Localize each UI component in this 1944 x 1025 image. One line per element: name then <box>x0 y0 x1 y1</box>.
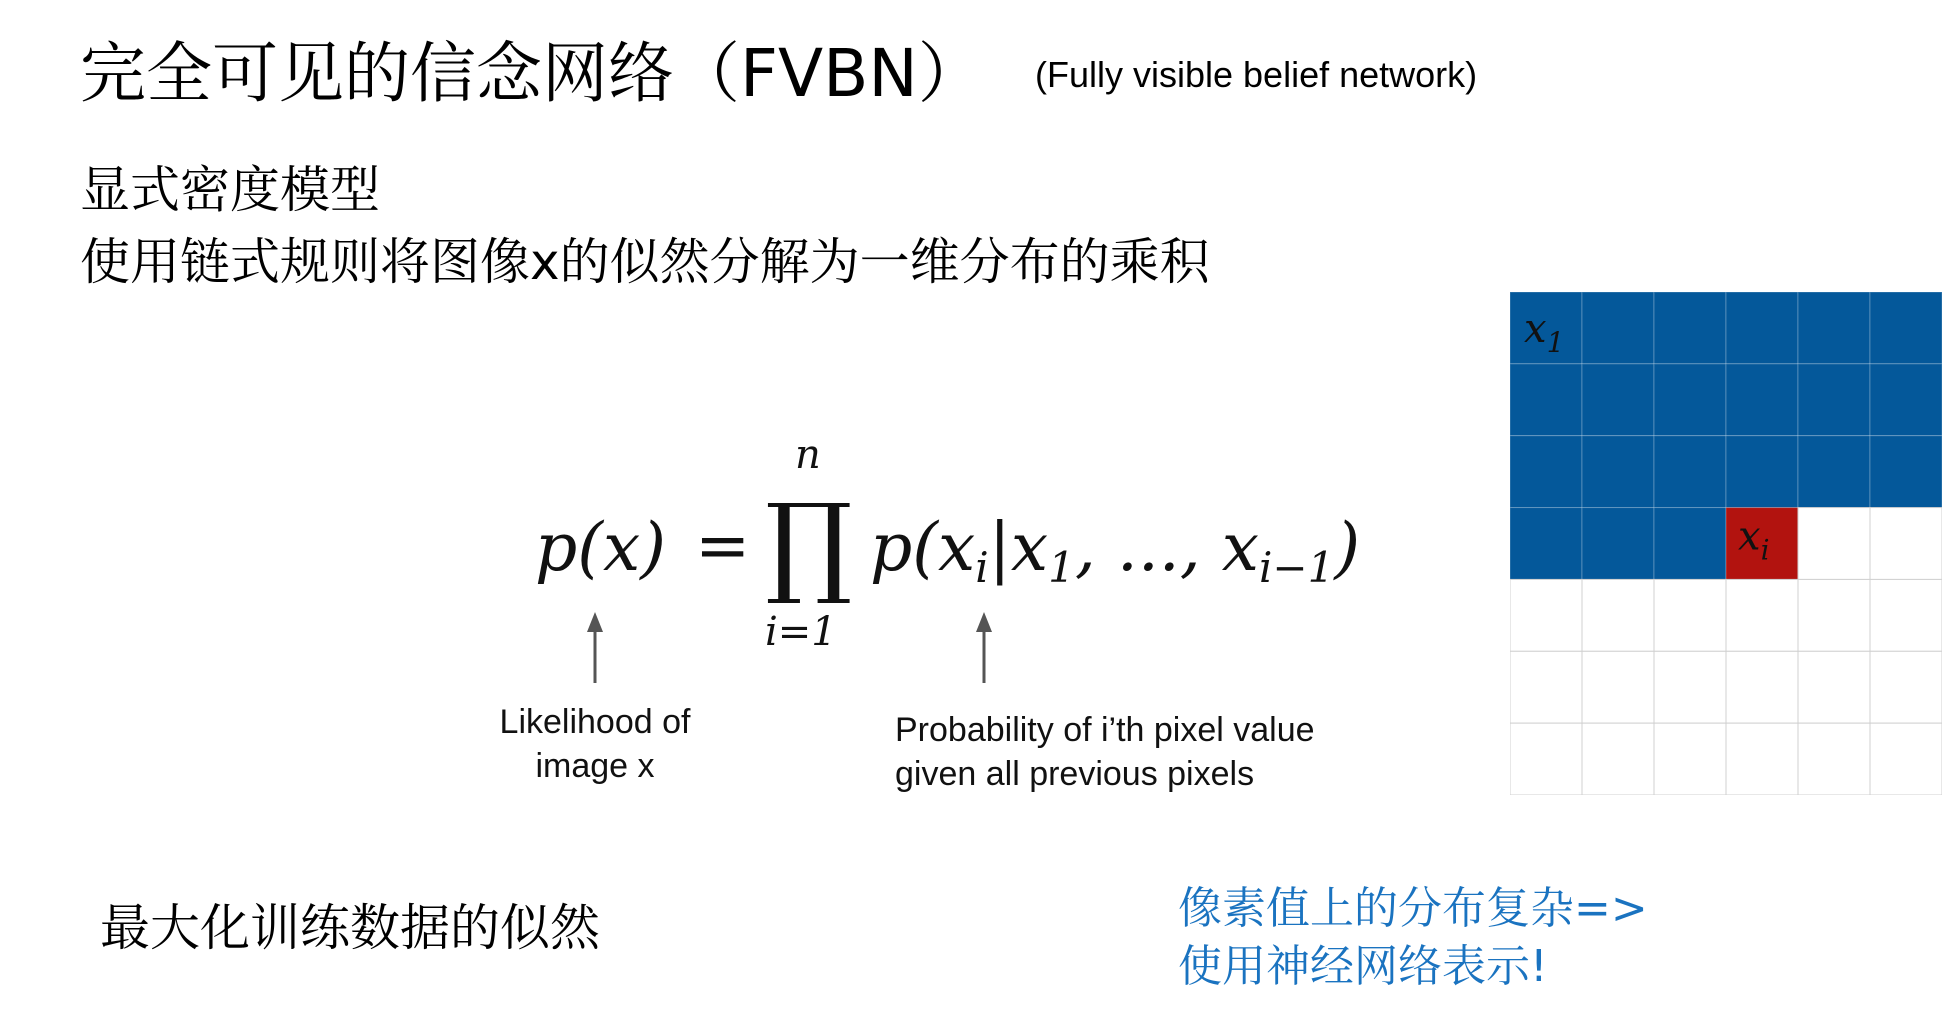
label-likelihood <box>420 700 770 788</box>
product-symbol: ∏ <box>765 480 853 608</box>
grid-cell-filled <box>1510 364 1582 436</box>
grid-cell-empty <box>1654 579 1726 651</box>
pixel-grid <box>1510 292 1942 795</box>
grid-cell-filled <box>1798 364 1870 436</box>
grid-cell-empty <box>1654 651 1726 723</box>
grid-cell-empty <box>1870 579 1942 651</box>
grid-cell-empty <box>1582 579 1654 651</box>
grid-cell-filled <box>1726 292 1798 364</box>
label-probability <box>895 708 1315 796</box>
grid-label-xi: $x_i$ <box>1738 513 1770 567</box>
grid-cell-empty <box>1726 651 1798 723</box>
grid-cell-filled <box>1726 436 1798 508</box>
grid-cell-filled <box>1798 292 1870 364</box>
grid-cell-filled <box>1510 508 1582 580</box>
formula <box>520 440 1400 660</box>
grid-cell-filled <box>1654 508 1726 580</box>
grid-cell-filled <box>1510 436 1582 508</box>
label-probability-line1: Probability of i’th pixel value <box>895 711 1315 749</box>
note-line1: 像素值上的分布复杂=> <box>1178 883 1648 934</box>
grid-cell-empty <box>1582 651 1654 723</box>
grid-cell-filled <box>1654 364 1726 436</box>
grid-cell-empty <box>1798 723 1870 795</box>
product-lower-limit: i=1 <box>765 609 837 655</box>
grid-cell-empty <box>1654 723 1726 795</box>
grid-cells <box>1510 292 1942 795</box>
grid-cell-empty <box>1510 579 1582 651</box>
grid-cell-filled <box>1582 292 1654 364</box>
grid-cell-filled <box>1582 436 1654 508</box>
grid-cell-filled <box>1582 364 1654 436</box>
grid-cell-empty <box>1798 579 1870 651</box>
bullet-chain-rule: 使用链式规则将图像x的似然分解为一维分布的乘积 <box>80 233 1210 291</box>
grid-cell-empty <box>1870 651 1942 723</box>
grid-cell-empty <box>1726 723 1798 795</box>
grid-cell-empty <box>1510 651 1582 723</box>
grid-cell-empty <box>1870 723 1942 795</box>
note-neural-network <box>1178 880 1648 996</box>
label-likelihood-line1: Likelihood of <box>499 703 691 741</box>
grid-cell-empty <box>1510 723 1582 795</box>
formula-rhs: p(xi|x1, ..., xi−1) <box>870 509 1361 592</box>
formula-lhs: p(x) <box>535 509 666 586</box>
label-probability-line2: given all previous pixels <box>895 755 1255 793</box>
slide-subtitle: (Fully visible belief network) <box>1035 54 1478 95</box>
note-line2: 使用神经网络表示! <box>1178 941 1548 992</box>
grid-cell-empty <box>1798 651 1870 723</box>
grid-cell-filled <box>1654 436 1726 508</box>
grid-cell-empty <box>1582 723 1654 795</box>
grid-cell-filled <box>1870 436 1942 508</box>
slide-title: 完全可见的信念网络（FVBN） <box>80 35 984 112</box>
product-upper-limit: n <box>795 440 821 478</box>
grid-cell-empty <box>1870 508 1942 580</box>
label-likelihood-line2: image x <box>535 747 655 785</box>
grid-cell-filled <box>1654 292 1726 364</box>
bullet-explicit-density: 显式密度模型 <box>80 161 380 219</box>
formula-equals: = <box>695 507 751 584</box>
grid-cell-empty <box>1798 508 1870 580</box>
grid-label-x1: $x_1$ <box>1524 306 1565 359</box>
grid-cell-filled <box>1870 364 1942 436</box>
grid-cell-filled <box>1726 364 1798 436</box>
grid-cell-filled <box>1582 508 1654 580</box>
maximize-likelihood-text: 最大化训练数据的似然 <box>100 899 600 957</box>
grid-cell-empty <box>1726 579 1798 651</box>
grid-cell-filled <box>1798 436 1870 508</box>
grid-cell-filled <box>1870 292 1942 364</box>
